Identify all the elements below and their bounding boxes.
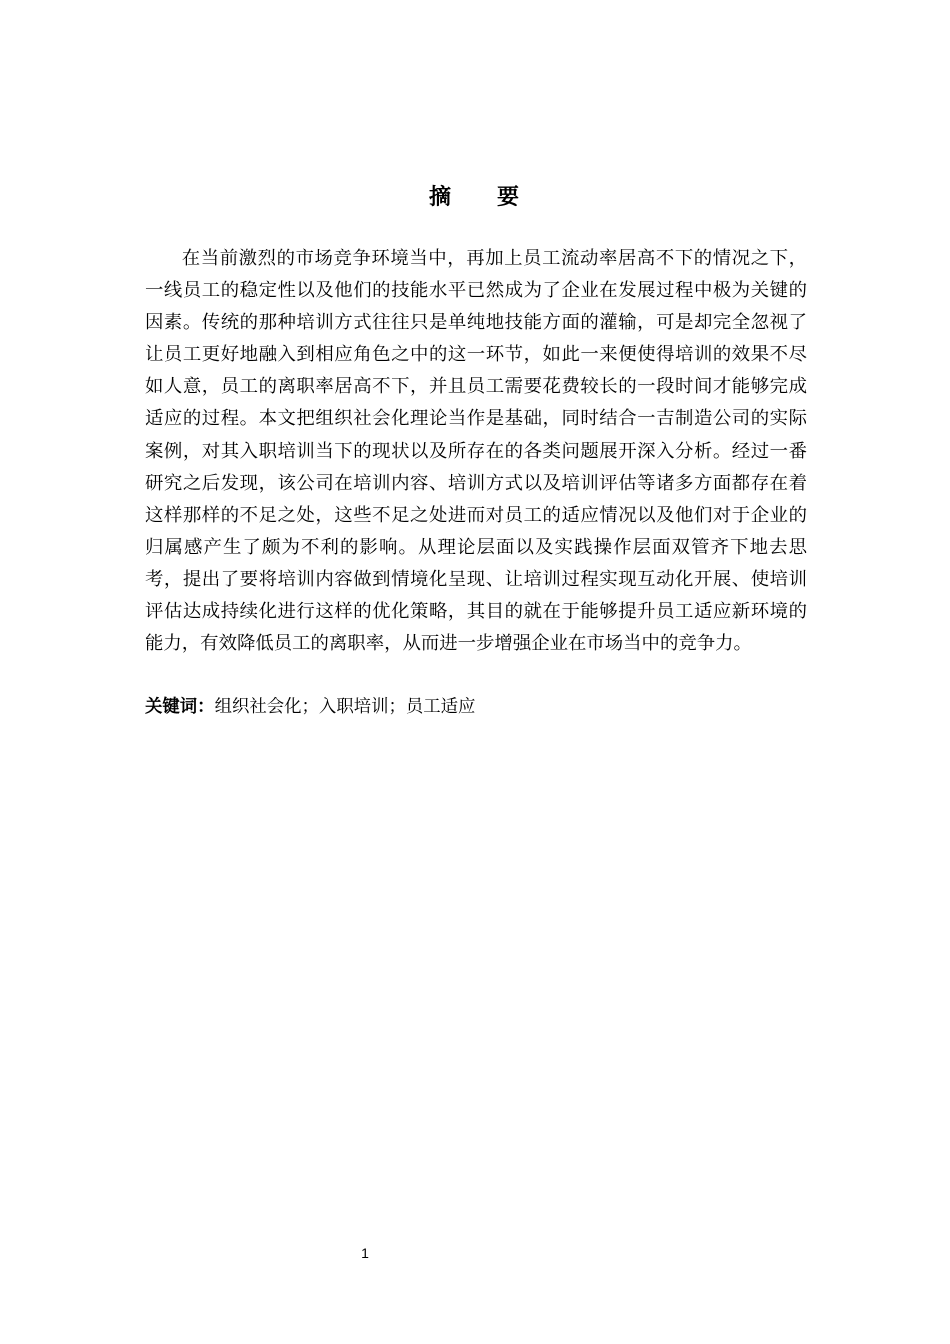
keywords-line (145, 691, 807, 723)
page-number: 1 (361, 1245, 369, 1261)
heading-char-1: 摘 (428, 185, 453, 210)
abstract-body: 在当前激烈的市场竞争环境当中，再加上员工流动率居高不下的情况之下，一线员工的稳定性以及他们的技能水平已然成为了企业在发展过程中极为关键的因素。传统的那种培训方式往往只是单纯地技能方面的灌输，可是却完全忽视了让员工更好地融入到相应角色之中的这一环节，如此一来便使得培训的效果不尽如人意，员工的离职率居高不下，并且员工需要花费较长的一段时间才能够完成适应的过程。本文把组织社会化理论当作是基础，同时结合一吉制造公司的实际案例，对其入职培训当下的现状以及所存在的各类问题展开深入分析。经过一番研究之后发现，该公司在培训内容、培训方式以及培训评估等诸多方面都存在着这样那样的不足之处，这些不足之处进而对员工的适应情况以及他们对于企业的归属感产生了颇为不利的影响。从理论层面以及实践操作层面双管齐下地去思考，提出了要将培训内容做到情境化呈现、让培训过程实现互动化开展、使培训评估达成持续化进行这样的优化策略，其目的就在于能够提升员工适应新环境的能力，有效降低员工的离职率，从而进一步增强企业在市场当中的竞争力。 (145, 248, 807, 655)
heading-char-2: 要 (497, 185, 522, 210)
keywords-label: 关键词： (145, 697, 215, 717)
keywords-text: 组织社会化；入职培训；员工适应 (214, 697, 476, 717)
abstract-heading (0, 180, 950, 211)
